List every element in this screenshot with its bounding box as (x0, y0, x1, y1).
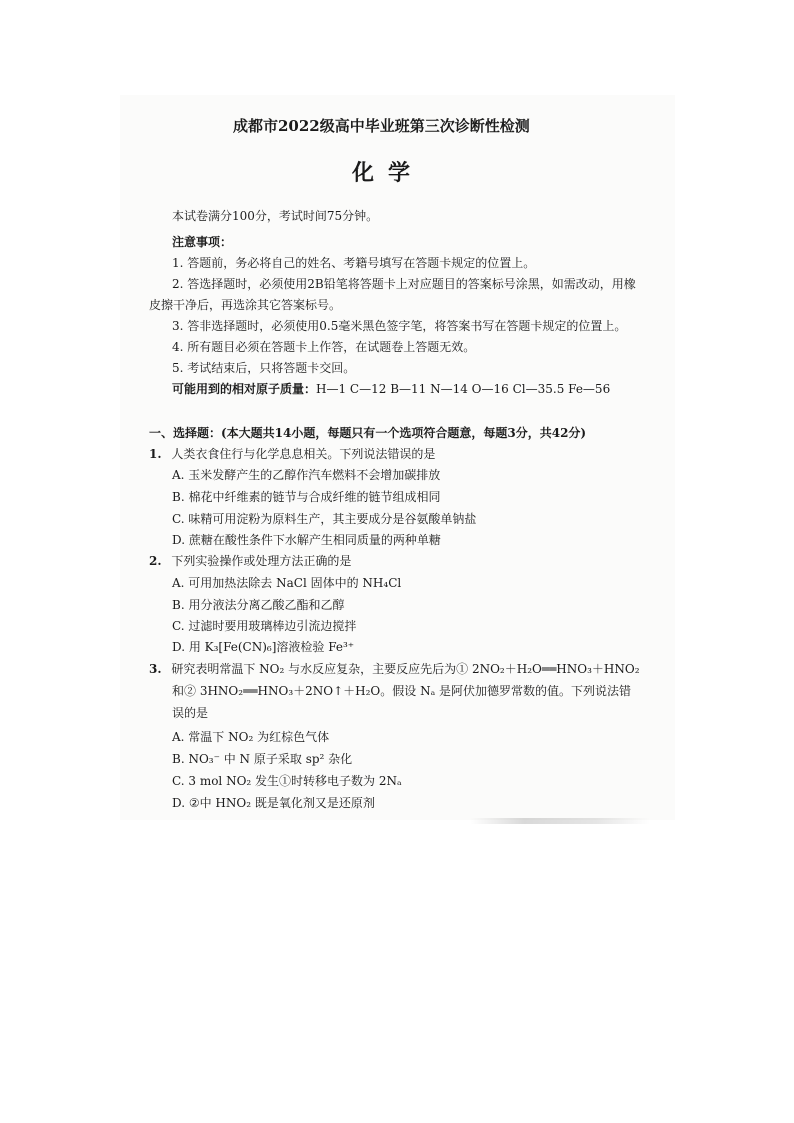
option-a: A. 玉米发酵产生的乙醇作汽车燃料不会增加碳排放 (172, 468, 441, 482)
question-number: 2. (149, 554, 162, 568)
atomic-mass-label: 可能用到的相对原子质量： (172, 382, 317, 396)
subject-title: 化学 (352, 160, 425, 186)
option-d: D. 用 K₃[Fe(CN)₆]溶液检验 Fe³⁺ (172, 640, 355, 654)
option-b: B. 用分液法分离乙酸乙酯和乙醇 (172, 598, 345, 612)
scan-artifact (470, 818, 650, 824)
question-text-continued: 误的是 (172, 706, 209, 720)
question-text: 下列实验操作或处理方法正确的是 (171, 554, 352, 568)
notice-item: 4. 所有题目必须在答题卡上作答，在试题卷上答题无效。 (172, 340, 476, 354)
option-b: B. 棉花中纤维素的链节与合成纤维的链节组成相同 (172, 490, 441, 504)
question-number: 1. (149, 447, 162, 461)
atomic-mass-values: H—1 C—12 B—11 N—14 O—16 Cl—35.5 Fe—56 (316, 382, 611, 396)
notice-item-continuation: 皮擦干净后，再选涂其它答案标号。 (149, 298, 342, 312)
option-c: C. 味精可用淀粉为原料生产，其主要成分是谷氨酸单钠盐 (172, 512, 477, 526)
atomic-mass-row (172, 381, 610, 397)
option-b: B. NO₃⁻ 中 N 原子采取 sp² 杂化 (172, 752, 353, 766)
option-a: A. 可用加热法除去 NaCl 固体中的 NH₄Cl (172, 576, 402, 590)
question-stem (149, 553, 351, 569)
notice-item: 1. 答题前，务必将自己的姓名、考籍号填写在答题卡规定的位置上。 (172, 256, 536, 270)
option-d: D. ②中 HNO₂ 既是氧化剂又是还原剂 (172, 796, 375, 810)
notice-item: 3. 答非选择题时，必须使用0.5毫米黑色签字笔，将答案书写在答题卡规定的位置上。 (172, 319, 627, 333)
question-stem (149, 661, 640, 677)
score-time-note: 本试卷满分100分，考试时间75分钟。 (172, 209, 379, 223)
option-c: C. 过滤时要用玻璃棒边引流边搅拌 (172, 619, 357, 633)
question-number: 3. (149, 662, 162, 676)
question-text-continued: 和② 3HNO₂══HNO₃＋2NO↑＋H₂O。假设 Nₐ 是阿伏加德罗常数的值。下列说法错 (172, 684, 632, 698)
question-text: 研究表明常温下 NO₂ 与水反应复杂，主要反应先后为① 2NO₂＋H₂O══HNO₃＋HNO₂ (171, 662, 640, 676)
question-stem (149, 446, 435, 462)
notice-item: 5. 考试结束后，只将答题卡交回。 (172, 361, 356, 375)
option-a: A. 常温下 NO₂ 为红棕色气体 (172, 730, 330, 744)
option-d: D. 蔗糖在酸性条件下水解产生相同质量的两种单糖 (172, 533, 441, 547)
notice-item: 2. 答选择题时，必须使用2B铅笔将答题卡上对应题目的答案标号涂黑，如需改动，用橡 (172, 277, 636, 291)
question-text: 人类衣食住行与化学息息相关。下列说法错误的是 (171, 447, 436, 461)
exam-title: 成都市2022级高中毕业班第三次诊断性检测 (233, 117, 530, 135)
notice-title: 注意事项： (172, 235, 233, 249)
option-c: C. 3 mol NO₂ 发生①时转移电子数为 2Nₐ (172, 774, 402, 788)
section-heading: 一、选择题：(本大题共14小题，每题只有一个选项符合题意，每题3分，共42分) (149, 426, 587, 440)
